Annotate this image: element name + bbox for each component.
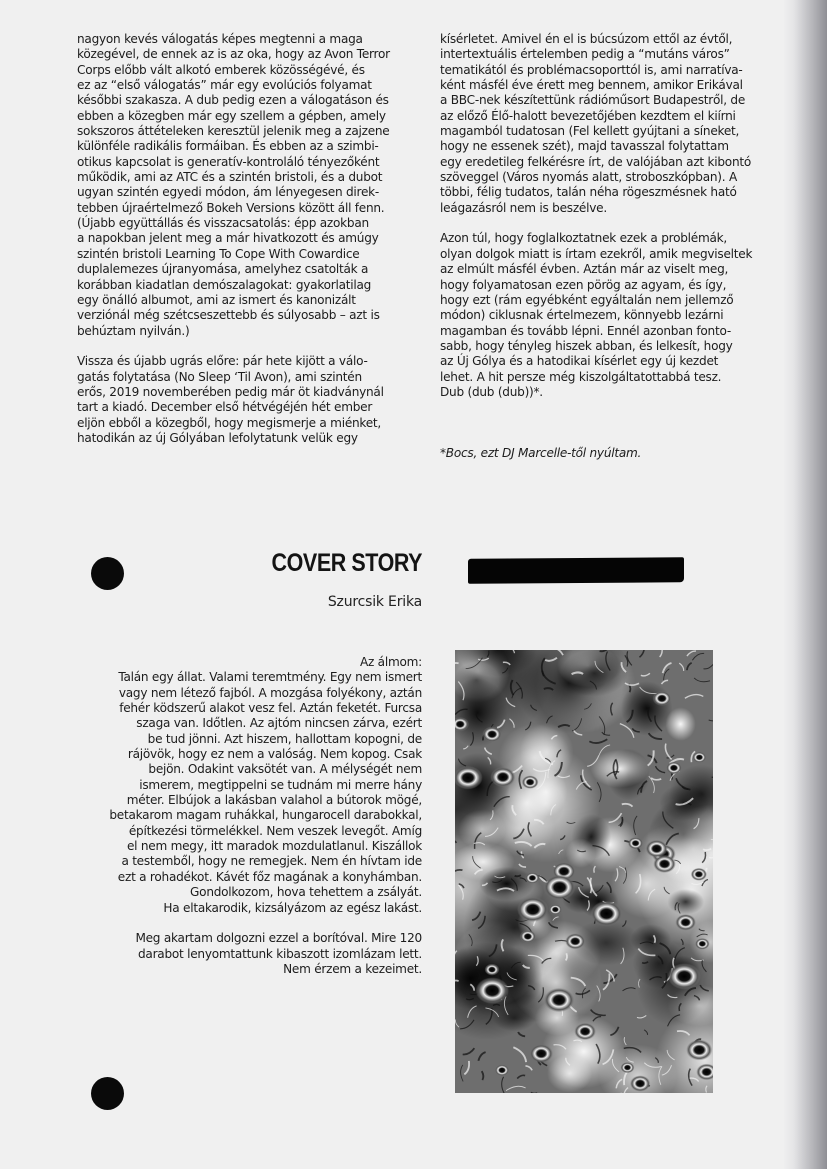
text-line: későbbi szakasza. A dub pedig ezen a válogatáson és [77,93,389,108]
text-line: Az álmom: [359,655,422,669]
eye-shape [476,977,509,1004]
text-line: otikus kapcsolat is generatív-kontroláló tényezőként [77,154,380,169]
text-line: behúztam nyilván.) [77,323,190,338]
text-line: sokszoros áttételeken keresztül jelenik meg a zajzene [77,124,390,139]
footnote: *Bocs, ezt DJ Marcelle-től nyúltam. [440,446,642,461]
eye-shape [675,914,696,930]
text-line: a testemből, hogy ne remegjek. Nem én hívtam ide [121,854,422,869]
fur-stroke [515,875,521,876]
text-line: rájövök, hogy ez nem a valóság. Nem kopog. Csak [127,747,422,762]
text-line: duplalemezes újranyomása, amelyhez csatolták a [77,262,369,277]
fur-texture [561,650,628,697]
text-line: Dub (dub (dub))*. [440,384,543,399]
eye-shape [565,933,585,949]
eye-shape [544,988,574,1012]
text-line: ismerem, megtippelni se tudnám mi merre hány [139,777,422,792]
text-line: hogy folyamatosan ezen pörög az agyam, és így, [440,277,727,292]
text-line: be tud jönni. Azt hiszem, hallottam kopogni, de [147,731,422,746]
text-line: (Újabb együttállás és visszacsatolás: épp azokban [77,216,369,231]
text-line: magamban és tovább lépni. Ennél azonban fonto- [440,323,731,338]
eye-shape [630,1075,650,1091]
text-line: darabot lenyomtattunk kibaszott izomlázam lett. [138,946,422,961]
paragraph-gap [440,431,752,446]
eye-shape [522,775,539,788]
paragraph-gap [440,416,752,431]
eye-shape [482,727,501,742]
text-line: szaga van. Időtlen. Az ajtóm nincsen zárva, ezért [136,716,422,731]
text-line: ként másfél éve érett meg bennem, amikor Erikával [440,78,743,93]
eye-shape [485,964,500,976]
eye-shape [653,855,676,873]
eye-shape [544,875,576,901]
text-line: lehet. A hit persze még kiszolgáltatottabbá tesz. [440,369,722,384]
previous-article-left-column [77,32,390,446]
text-line: nagyon kevés válogatás képes megtenni a maga [77,32,363,46]
text-line: tart a kiadó. December első hétvégéjén hét ember [77,400,373,415]
paragraph-gap [77,339,390,354]
eye-shape [691,868,707,881]
text-line: tematikától és problémacsoporttól is, ami narratíva- [440,62,743,77]
text-line: működik, ami az ATC és a szintén bristoli, és a dubot [77,170,383,185]
text-line: Ha eltakarodik, kizsályázom az egész lakást. [163,900,422,915]
text-line: intertextuális értelemben pedig a “mutáns város” [440,47,730,62]
text-line: sabb, hogy tényleg hiszek abban, és lelkesít, hogy [440,338,733,353]
eye-shape [591,901,623,927]
eye-shape [646,840,668,858]
text-line: ebben a közegben már egy szellem a gépben, amely [77,108,386,123]
eye-shape [686,1039,712,1060]
eye-shape [621,1062,635,1073]
text-line: méter. Elbújok a lakásban valahol a bútorok mögé, [126,793,422,808]
text-line: olyan dolgok miatt is írtam ezekről, amik megviseltek [440,246,753,261]
text-line: korábban kiadatlan demószalagokat: gyakorlatilag [77,277,372,292]
page-bullet-icon [91,1077,124,1110]
section-title: COVER STORY [271,549,422,577]
eye-shape [549,904,563,915]
text-line: Talán egy állat. Valami teremtmény. Egy nem ismert [118,670,422,685]
text-line: hogy ezt (rám egyébként egyáltalán nem jellemző [440,292,734,307]
text-line: gatás folytatása (No Sleep ‘Til Avon), ami szintén [77,369,362,384]
text-line: szintén bristoli Learning To Cope With Cowardice [77,246,360,261]
text-line: betakarom magam ruhákkal, hungarocell darabokkal, [109,808,422,823]
cover-artwork-image [455,650,713,1093]
eye-shape [530,1044,554,1063]
text-line: el nem megy, itt maradok mozdulatlanul. Kiszállok [126,839,422,854]
fur-texture [621,681,673,736]
text-line: különféle radikális formáiban. És ebben az a szimbi- [77,139,379,154]
text-line: a napokban jelent meg a már hivatkozott és amúgy [77,231,379,246]
fur-texture [665,707,695,740]
text-line: építkezési törmelékkel. Nem veszek levegőt. Amíg [128,823,422,838]
text-line: egy önálló albumot, ami az ismert és kanonizált [77,292,356,307]
text-line: a BBC-nek készítettünk rádióműsort Budapestről, de [440,93,746,108]
eye-shape [520,930,536,943]
text-line: szöveggel (Város nyomás alatt, stroboszkópban). A [440,170,737,185]
eye-shape [695,938,709,950]
text-line: az előző Élő-halott bevezetőjében kezdtem el kiírni [440,108,736,123]
text-line: módon) ciklusnak értelmezem, könnyebb lezárni [440,308,724,323]
text-line: kísérletet. Amivel én el is búcsúzom ettől az évtől, [440,32,733,46]
text-line: többi, félig tudatos, talán néha rögeszmésnek ható [440,185,737,200]
text-line: Meg akartam dolgozni ezzel a borítóval. Mire 120 [135,931,422,946]
cover-story-text [109,655,422,977]
eye-shape [574,1023,596,1040]
text-line: vagy nem létező fajból. A mozgása folyékony, aztán [118,685,422,700]
eye-shape [628,837,643,849]
text-line: az elmúlt másfél évben. Aztán már az viselt meg, [440,262,729,277]
text-line: hatodikán az új Gólyában lefolytatunk velük egy [77,430,358,445]
text-line: hogy ne essenek szét), majd tavasszal folytattam [440,139,729,154]
eye-shape [517,897,548,922]
text-line: magamból tudatosan (Fel kellett gyújtani a síneket, [440,124,740,139]
eye-shape [525,872,540,884]
text-line: bejön. Odakint vaksötét van. A mélységét nem [148,762,422,777]
fur-texture [566,838,596,867]
text-line: tebben újraértelmező Bokeh Versions között áll fenn. [77,200,385,215]
page-gutter-shadow [783,0,827,1169]
eye-shape [495,1064,510,1076]
text-line: Vissza és újabb ugrás előre: pár hete kijött a válo- [77,354,368,369]
artwork-graphic [455,650,713,1093]
text-line: fehér ködszerű alakot vesz fel. Aztán feketét. Furcsa [119,701,422,716]
text-line: Nem érzem a kezeimet. [283,961,422,976]
text-line: egy eredetileg felkérésre írt, de valójában azt kibontó [440,154,752,169]
eye-shape [692,752,706,763]
text-line: erős, 2019 novemberében pedig már öt kiadványnál [77,384,384,399]
text-line: közegével, de ennek az is az oka, hogy az Avon Terror [77,47,390,62]
text-line: ugyan szintén egyedi módon, ám lényegesen direk- [77,185,380,200]
previous-article-right-column [440,32,752,462]
text-line: Gondolkozom, hova tehettem a zsályát. [190,885,422,900]
text-line: az Új Gólya és a hatodikai kísérlet egy új kezdet [440,354,719,369]
eye-shape [653,691,672,706]
eye-shape [490,767,515,787]
author-name: Szurcsik Erika [327,594,422,610]
section-bullet-icon [91,557,124,590]
paragraph-gap [440,216,752,231]
redaction-bar [468,557,684,584]
paragraph-gap [109,916,422,931]
paragraph-gap [440,400,752,415]
text-line: leágazásról nem is beszélve. [440,200,607,215]
text-line: ez az “első válogatás” már egy evolúciós folyamat [77,78,372,93]
text-line: Corps előbb vált alkotó emberek közösségévé, és [77,62,365,77]
eye-shape [666,762,682,775]
text-line: eljön ebből a közegből, hogy megismerje a miénket, [77,415,382,430]
text-line: ezt a rohadékot. Kávét főz magának a konyhámban. [117,869,422,884]
text-line: Azon túl, hogy foglalkoztatnek ezek a problémák, [440,231,727,246]
text-line: verziónál még szétcseszettebb és súlyosabb – azt is [77,308,380,323]
eye-shape [668,963,701,989]
